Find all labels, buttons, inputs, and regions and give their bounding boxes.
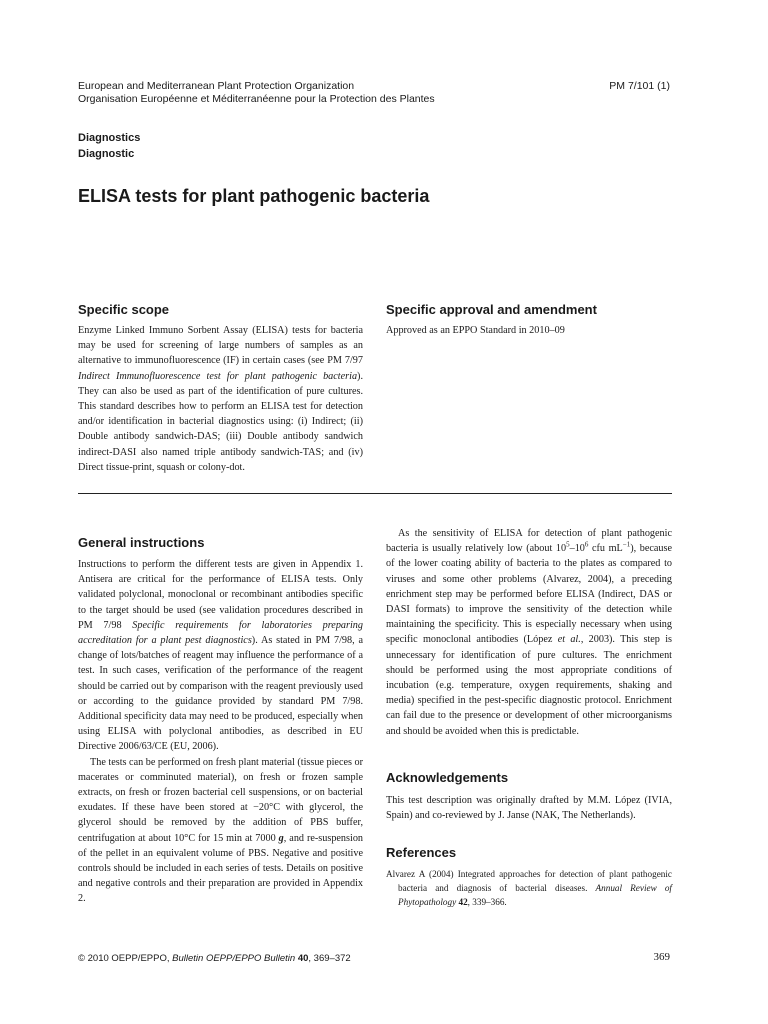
general-p1-italic: Specific requirements for laboratories preparing accreditation for a plant pest diagnostics bbox=[78, 619, 363, 647]
scope-text-italic: Indirect Immunofluorescence test for plant pathogenic bacteria bbox=[78, 370, 358, 382]
general-p3-c: , 2003). This step is unnecessary for identification of pure cultures. The enrichment should be performed using the most appropriate conditions of incubation (e.g. temperature, oxygen requirements, shaking and media) specified in the pest-specific diagnostic protocol. Enrichment can fail due to the presence or development of other microorganisms and should be avoided when this is predictable. bbox=[386, 634, 672, 737]
general-p1-a: Instructions to perform the different tests are given in Appendix 1. Antisera are critical for the performance of ELISA tests. Only validated polyclonal, monoclonal or recombinant antibodies specific to the target should be used (see validation procedures described in PM 7/98 bbox=[78, 559, 363, 631]
ack-text: This test description was originally drafted by M.M. López (IVIA, Spain) and co-reviewed by J. Janse (NAK, The Netherlands). bbox=[386, 795, 672, 822]
page-title: ELISA tests for plant pathogenic bacteria bbox=[78, 186, 430, 206]
ref1-journal: Annual Review of Phytopathology bbox=[398, 883, 672, 907]
org-name-fr: Organisation Européenne et Méditerranéenne pour la Protection des Plantes bbox=[78, 93, 435, 105]
approval-heading: Specific approval and amendment bbox=[386, 302, 597, 317]
reference-item bbox=[386, 867, 672, 909]
general-paragraph-1 bbox=[78, 557, 363, 755]
general-p2-a: The tests can be performed on fresh plant material (tissue pieces or macerates or comminuted material), on fresh or frozen sample extracts, on fresh or frozen bacterial cell suspensions, or on bacterial exudates. If these have been stored at −20°C with glycerol, the glycerol should be removed by the addition of PBS buffer, centrifugation at about 10°C for 15 min at 7000 bbox=[78, 756, 363, 844]
general-p1-b: ). As stated in PM 7/98, a change of lots/batches of reagent may influence the performance of a test. In such cases, verification of the performance of the reagent should be carried out by comparison with the reagent previously used or according to the guidance provided by standard PM 7/98. Additional specificity data may need to be produced, especially when using ELISA with polyclonal antibodies, as described in EU Directive 2006/63/CE (EU, 2006). bbox=[78, 635, 364, 753]
general-p3-unit: cfu mL bbox=[588, 543, 623, 555]
general-text-right bbox=[386, 526, 672, 739]
refs-list bbox=[386, 867, 672, 909]
general-paragraph-2 bbox=[78, 755, 363, 907]
scope-text-a: Enzyme Linked Immuno Sorbent Assay (ELISA) tests for bacteria may be used for screening of large numbers of samples as an alternative to immunofluorescence (IF) in certain cases (see PM 7/97 bbox=[78, 325, 363, 367]
general-text-left bbox=[78, 557, 363, 907]
diagnostics-fr: Diagnostic bbox=[78, 148, 135, 160]
footer-pages: , 369–372 bbox=[308, 953, 351, 964]
general-p3-etal: et al. bbox=[557, 634, 581, 646]
scope-paragraph bbox=[78, 323, 363, 475]
scope-text bbox=[78, 323, 363, 475]
general-p3-b: ), because of the lower coating ability of bacteria to the plates as compared to viruses and some other problems (Alvarez, 2004), a preceding enrichment step may be performed before ELISA (Indirect, DAS or DASI formats) to improve the sensitivity of the detection while maintaining the specificity. This is especially necessary when using specific monoclonal antibodies (López bbox=[386, 543, 673, 646]
general-p3-sup3: −1 bbox=[622, 540, 631, 549]
organization-header bbox=[78, 80, 435, 106]
general-p3-sup1: 5 bbox=[566, 540, 570, 549]
approval-text: Approved as an EPPO Standard in 2010–09 bbox=[386, 325, 565, 336]
ref1-b: , 339–366. bbox=[467, 897, 507, 907]
footer-citation bbox=[78, 953, 351, 964]
footer-copyright: © 2010 OEPP/EPPO, bbox=[78, 953, 173, 964]
general-heading: General instructions bbox=[78, 535, 205, 550]
footer-volume: 40 bbox=[295, 953, 309, 964]
diagnostics-en: Diagnostics bbox=[78, 132, 141, 144]
general-p3-dash: –10 bbox=[569, 543, 585, 555]
section-label bbox=[78, 130, 140, 162]
pm-number: PM 7/101 (1) bbox=[609, 80, 670, 92]
general-p3-a: As the sensitivity of ELISA for detection of plant pathogenic bacteria is usually relatively low (about 10 bbox=[386, 528, 672, 555]
general-p3-sup2: 6 bbox=[584, 540, 589, 549]
org-name-en: European and Mediterranean Plant Protection Organization bbox=[78, 80, 355, 92]
section-divider bbox=[78, 493, 672, 494]
general-p2-g: g bbox=[278, 832, 284, 844]
ref1-volume: 42 bbox=[456, 897, 468, 907]
ref1-a: Alvarez A (2004) Integrated approaches for detection of plant pathogenic bacteria and diagnosis of bacterial diseases. bbox=[386, 869, 672, 893]
ack-heading: Acknowledgements bbox=[386, 770, 509, 785]
footer-journal: Bulletin OEPP/EPPO Bulletin bbox=[172, 953, 296, 964]
scope-heading: Specific scope bbox=[78, 302, 170, 317]
page-number: 369 bbox=[653, 951, 670, 963]
general-p2-b: , and re-suspension of the pellet in an equivalent volume of PBS. Negative and positive controls should be included in each series of tests. Details on positive and negative controls and their preparation are provided in Appendix 2. bbox=[78, 832, 364, 905]
scope-text-b: ). They can also be used as part of the identification of pure cultures. This standard describes how to perform an ELISA test for detection and/or identification in bacterial diagnostics using: (i) Indirect; (ii) Double antibody sandwich-DAS; (iii) Double antibody sandwich indirect-DASI also named triple antibody sandwich-TAS; and (iv) Direct tissue-print, squash or colony-dot. bbox=[78, 370, 363, 473]
general-paragraph-3 bbox=[386, 526, 672, 739]
refs-heading: References bbox=[386, 845, 457, 860]
